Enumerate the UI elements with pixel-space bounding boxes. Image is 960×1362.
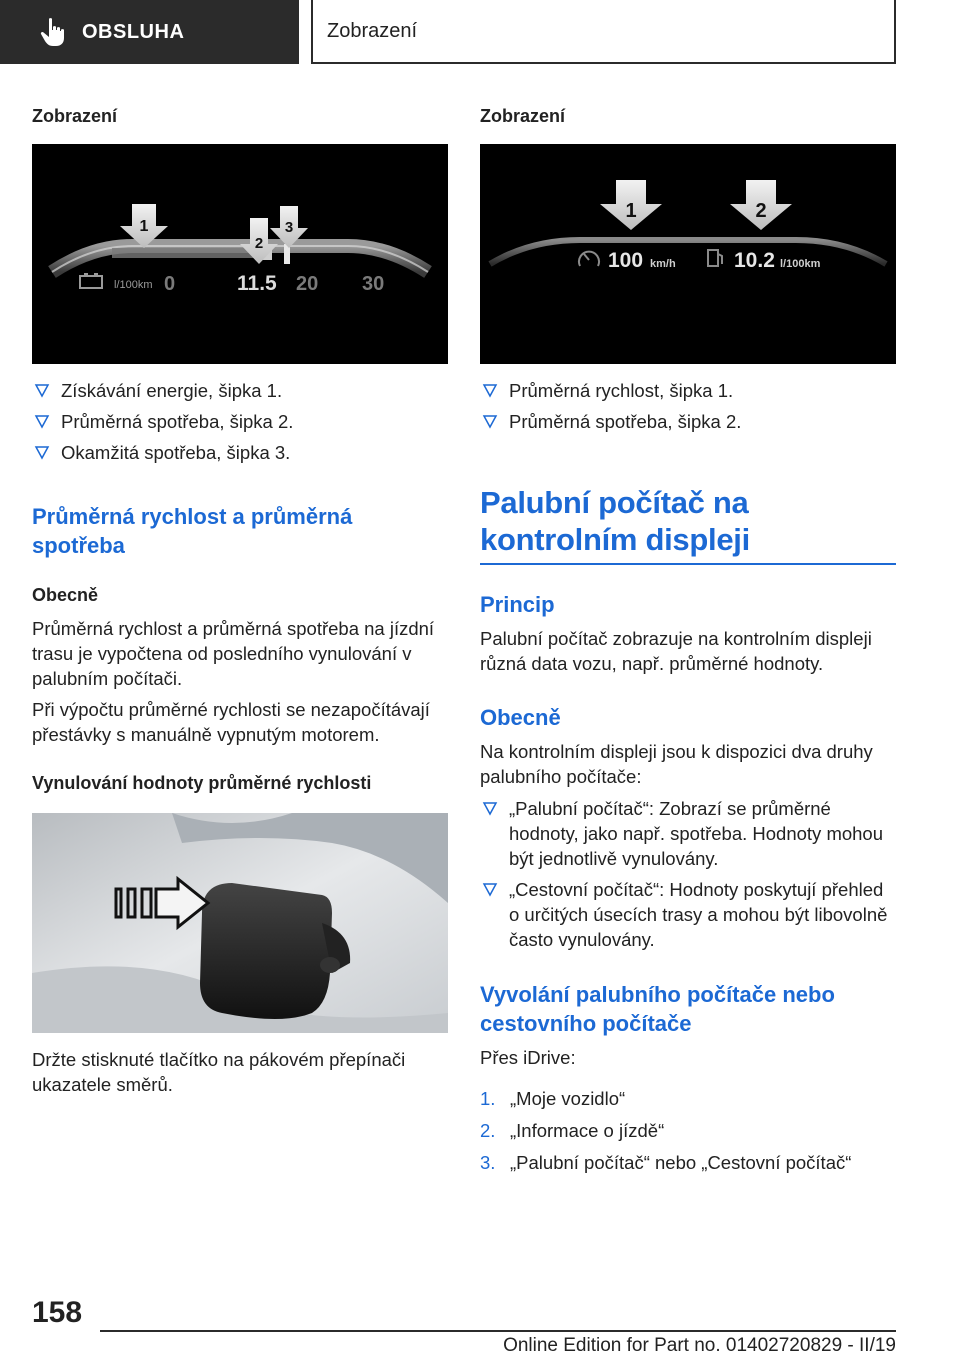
- footer-rule: [100, 1330, 896, 1332]
- triangle-bullet-icon: [482, 798, 498, 818]
- list-item: Průměrná rychlost, šipka 1.: [480, 378, 896, 403]
- arrow-2-label: 2: [254, 235, 264, 252]
- edition-text: Online Edition for Part no. 01402720829 - II/19: [503, 1335, 896, 1356]
- arrow-2-icon: [730, 180, 792, 230]
- list-item: Průměrná spotřeba, šipka 2.: [480, 409, 896, 434]
- arrow-1-label: 1: [139, 218, 149, 235]
- scale-0: 0: [164, 273, 176, 295]
- list-item: 3. „Palubní počítač“ nebo „Cestovní počítač“: [480, 1152, 852, 1173]
- avg-speed-value: 100: [608, 249, 644, 272]
- scale-30: 30: [362, 273, 385, 295]
- fig1-bullet-list: [32, 378, 448, 465]
- heading-vyvolani: Vyvolání palubního počítače nebo cestovního počítače: [480, 982, 835, 1036]
- triangle-bullet-icon: [34, 411, 50, 431]
- energy-display-figure: [32, 144, 448, 364]
- avg-consumption-value: 10.2: [734, 249, 775, 272]
- step-number: 1.: [480, 1088, 496, 1109]
- steps-list: [480, 1086, 896, 1175]
- triangle-bullet-icon: [34, 442, 50, 462]
- fig1-label: Zobrazení: [32, 106, 118, 126]
- paragraph: Palubní počítač zobrazuje na kontrolním displeji různá data vozu, např. průměrné hodnoty.: [480, 628, 872, 674]
- heading-rule: [480, 563, 896, 565]
- scale-20: 20: [296, 273, 319, 295]
- subheading-obecne: Obecně: [32, 585, 99, 605]
- speed-consumption-figure: [480, 144, 896, 364]
- list-item: „Palubní počítač“: Zobrazí se průměrné hodnoty, jako např. spotřeba. Hodnoty mohou být jednotlivě vynulovány.: [480, 796, 896, 871]
- section-heading: Průměrná rychlost a průměrná spotřeba: [32, 504, 353, 558]
- section-tab[interactable]: [0, 0, 299, 64]
- list-item: 1. „Moje vozidlo“: [480, 1088, 626, 1109]
- heading-princip: Princip: [480, 592, 555, 617]
- triangle-bullet-icon: [482, 879, 498, 899]
- chapter-heading: Palubní počítač na kontrolním displeji: [480, 485, 750, 557]
- paragraph: Přes iDrive:: [480, 1047, 576, 1068]
- heading-obecne: Obecně: [480, 705, 561, 730]
- list-item: Získávání energie, šipka 1.: [32, 378, 448, 403]
- fig2-label: Zobrazení: [480, 106, 566, 126]
- avg-consumption-value: 11.5: [237, 272, 277, 295]
- fig2-bullet-list: [480, 378, 896, 434]
- computer-types-list: [480, 796, 896, 952]
- header-title-box: [311, 0, 896, 64]
- arrow-3-label: 3: [284, 219, 294, 236]
- speed-unit: km/h: [650, 258, 676, 270]
- section-label: OBSLUHA: [82, 20, 185, 43]
- paragraph: Při výpočtu průměrné rychlosti se nezapočítávají přestávky s manuálně vypnutým motorem.: [32, 699, 430, 745]
- hand-pointer-icon: [40, 17, 66, 47]
- unit-label: l/100km: [114, 279, 153, 291]
- list-item: 2. „Informace o jízdě“: [480, 1120, 665, 1141]
- list-item: Průměrná spotřeba, šipka 2.: [32, 409, 448, 434]
- list-item: Okamžitá spotřeba, šipka 3.: [32, 440, 448, 465]
- triangle-bullet-icon: [482, 380, 498, 400]
- consumption-unit: l/100km: [780, 258, 821, 270]
- page-title: Zobrazení: [327, 19, 418, 42]
- figure-caption: Držte stisknuté tlačítko na pákovém přepínači ukazatele směrů.: [32, 1049, 406, 1095]
- list-item: „Cestovní počítač“: Hodnoty poskytují přehled o určitých úsecích trasy a mohou být libovolně často vynulovány.: [480, 877, 896, 952]
- arrow-1-label: 1: [625, 200, 637, 222]
- page-number: 158: [32, 1296, 83, 1329]
- arrow-1-icon: [600, 180, 662, 230]
- step-number: 3.: [480, 1152, 496, 1173]
- fuel-pump-icon: [708, 250, 722, 266]
- speedometer-icon: [579, 252, 599, 266]
- arrow-2-label: 2: [755, 200, 767, 222]
- paragraph: Na kontrolním displeji jsou k dispozici dva druhy palubního počítače:: [480, 741, 873, 787]
- triangle-bullet-icon: [34, 380, 50, 400]
- battery-icon: [80, 273, 102, 288]
- paragraph: Průměrná rychlost a průměrná spotřeba na jízdní trasu je vypočtena od posledního vynulování v palubním počítači.: [32, 618, 435, 689]
- triangle-bullet-icon: [482, 411, 498, 431]
- step-number: 2.: [480, 1120, 496, 1141]
- turn-signal-lever-figure: [32, 813, 448, 1033]
- subheading-reset: Vynulování hodnoty průměrné rychlosti: [32, 773, 372, 793]
